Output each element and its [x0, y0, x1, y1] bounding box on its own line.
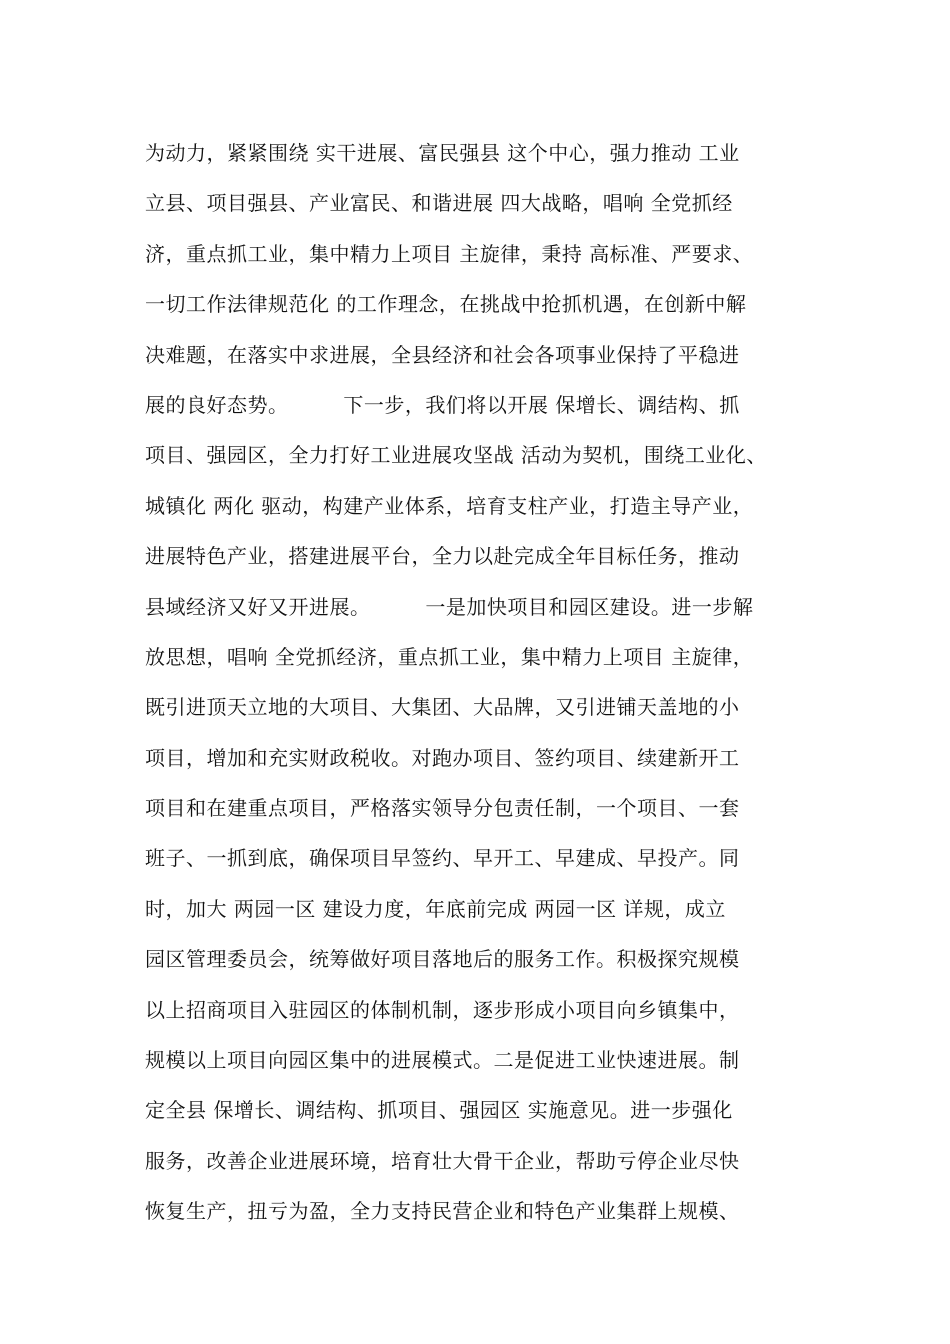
- document-body: [145, 134, 835, 1243]
- text-line: 班子、一抓到底，确保项目早签约、早开工、早建成、早投产。同: [145, 846, 740, 871]
- text-line: 规模以上项目向园区集中的进展模式。二是促进工业快速进展。制: [145, 1048, 740, 1073]
- text-line: 济，重点抓工业，集中精力上项目 主旋律，秉持 高标准、严要求、: [145, 241, 754, 266]
- text-line: 服务，改善企业进展环境，培育壮大骨干企业，帮助亏停企业尽快: [145, 1148, 740, 1173]
- text-line: 放思想，唱响 全党抓经济，重点抓工业，集中精力上项目 主旋律，: [145, 644, 754, 669]
- text-line: 以上招商项目入驻园区的体制机制，逐步形成小项目向乡镇集中，: [145, 997, 740, 1022]
- text-line: 园区管理委员会，统筹做好项目落地后的服务工作。积极探究规模: [145, 947, 740, 972]
- text-line: 进展特色产业，搭建进展平台，全力以赴完成全年目标任务，推动: [145, 544, 740, 569]
- text-line: 项目、强园区，全力打好工业进展攻坚战 活动为契机，围绕工业化、: [145, 443, 767, 468]
- text-line: 定全县 保增长、调结构、抓项目、强园区 实施意见。进一步强化: [145, 1098, 733, 1123]
- text-line: 县域经济又好又开进展。 一是加快项目和园区建设。进一步解: [145, 594, 754, 619]
- text-line: 为动力，紧紧围绕 实干进展、富民强县 这个中心，强力推动 工业: [145, 141, 740, 165]
- text-line: 一切工作法律规范化 的工作理念，在挑战中抢抓机遇，在创新中解: [145, 292, 747, 317]
- text-line: 展的良好态势。 下一步，我们将以开展 保增长、调结构、抓: [145, 392, 740, 417]
- text-line: 时，加大 两园一区 建设力度，年底前完成 两园一区 详规，成立: [145, 896, 726, 921]
- text-line: 项目和在建重点项目，严格落实领导分包责任制，一个项目、一套: [145, 796, 740, 821]
- text-line: 项目，增加和充实财政税收。对跑办项目、签约项目、续建新开工: [145, 745, 740, 770]
- text-line: 城镇化 两化 驱动，构建产业体系，培育支柱产业，打造主导产业，: [145, 493, 754, 518]
- text-line: 既引进顶天立地的大项目、大集团、大品牌，又引进铺天盖地的小: [145, 695, 740, 720]
- text-line: 立县、项目强县、产业富民、和谐进展 四大战略，唱响 全党抓经: [145, 191, 733, 216]
- text-line: 恢复生产，扭亏为盈，全力支持民营企业和特色产业集群上规模、: [145, 1199, 740, 1224]
- text-line: 决难题，在落实中求进展，全县经济和社会各项事业保持了平稳进: [145, 342, 740, 367]
